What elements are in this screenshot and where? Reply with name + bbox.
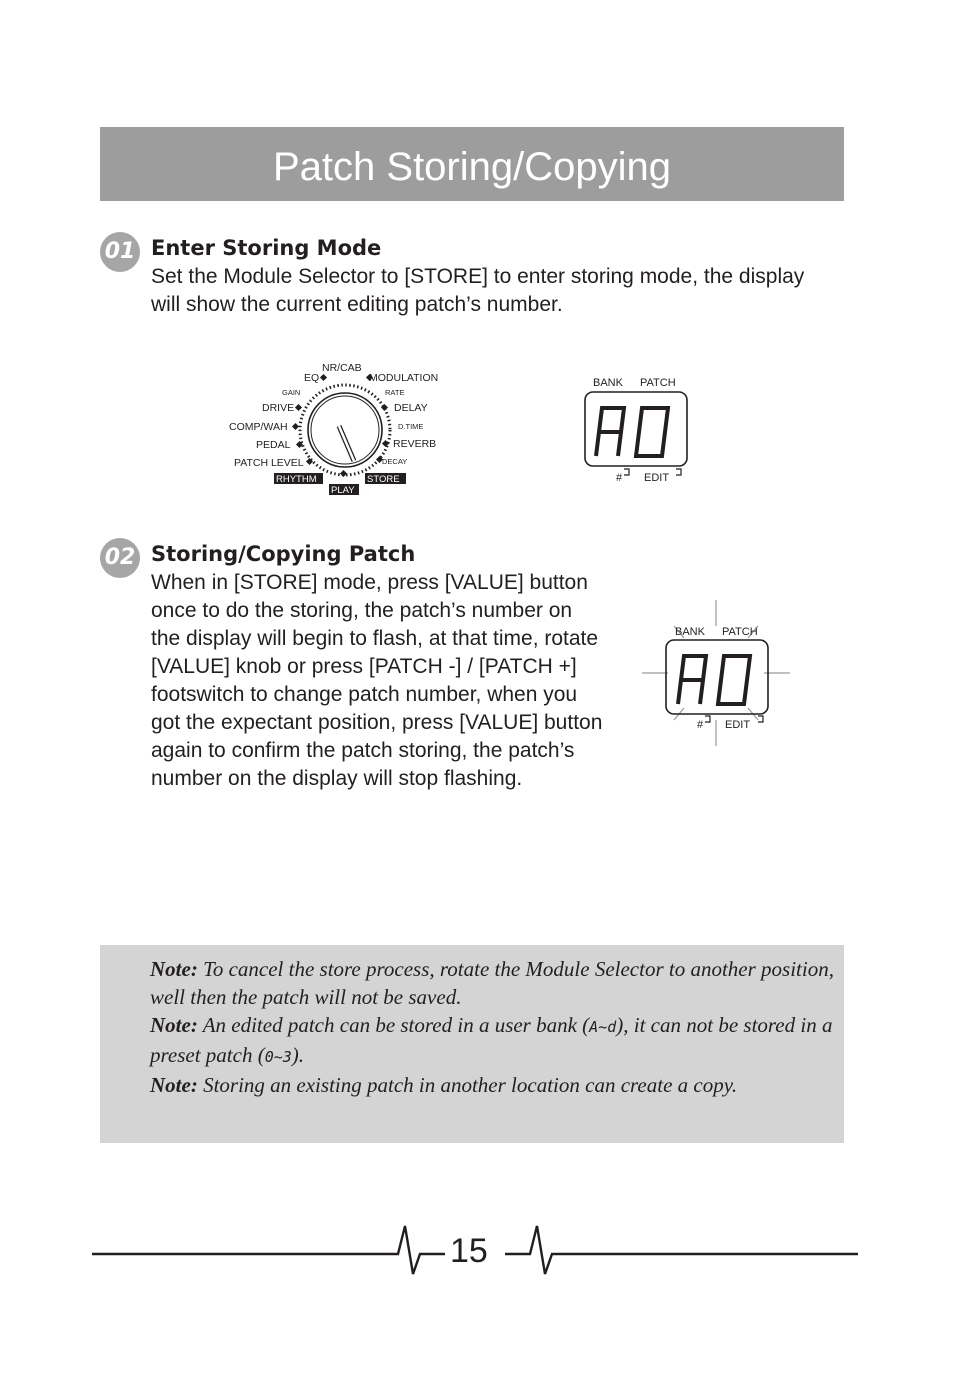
led-display-static	[580, 370, 695, 488]
selector-label-delay: DELAY	[394, 402, 428, 414]
display-edit-label: EDIT	[644, 472, 670, 484]
selector-label-decay: DECAY	[382, 457, 408, 466]
note-2-text-mid: ), it can not be stored in a preset patch (	[150, 1013, 833, 1067]
step-02-body: When in [STORE] mode, press [VALUE] button once to do the storing, the patch’s number on the display will begin to flash, at that time, rotate [VALUE] knob or press [PATCH -] / [PATCH +] footswitch to change patch number, when you got the expectant position, press [VALUE] button again to confirm the patch storing, the patch’s number on the display will stop flashing.	[151, 571, 603, 790]
title-bar	[100, 127, 844, 201]
selector-label-pedal: PEDAL	[256, 439, 291, 451]
display2-patch-label: PATCH	[722, 626, 758, 638]
selector-label-rate: RATE	[385, 388, 405, 397]
note-2-range-preset: 0~3	[264, 1048, 292, 1066]
note-3-text: Storing an existing patch in another location can create a copy.	[197, 1073, 738, 1097]
step-01-badge: 01	[100, 232, 140, 272]
page-number: 15	[450, 1232, 488, 1270]
selector-label-eq: EQ	[304, 372, 320, 384]
step-02-title: Storing/Copying Patch	[151, 542, 416, 566]
selector-label-gain: GAIN	[282, 388, 301, 397]
note-2	[150, 1011, 840, 1071]
note-1	[150, 955, 840, 1011]
page-title: Patch Storing/Copying	[272, 145, 671, 189]
selector-label-drive: DRIVE	[262, 402, 295, 414]
note-3	[150, 1071, 840, 1099]
note-box	[100, 945, 844, 1143]
step-01-title: Enter Storing Mode	[151, 236, 382, 260]
led-display-flashing	[638, 598, 793, 748]
selector-label-play: PLAY	[331, 485, 355, 496]
note-2-text-before: An edited patch can be stored in a user bank (	[197, 1013, 590, 1037]
selector-label-nrcab: NR/CAB	[322, 362, 362, 374]
seven-seg-digit-a	[596, 408, 624, 456]
display2-edit-label: EDIT	[725, 719, 751, 731]
note-text	[150, 955, 840, 1099]
display2-bank-label: BANK	[675, 626, 705, 638]
selector-label-patchlevel: PATCH LEVEL	[234, 457, 304, 469]
selector-label-dtime: D.TIME	[398, 422, 424, 431]
selector-label-reverb: REVERB	[393, 438, 437, 450]
seven-seg-digit-0	[636, 408, 668, 456]
note-2-label: Note:	[150, 1013, 198, 1037]
display-patch-label: PATCH	[640, 377, 676, 389]
step-01-body: Set the Module Selector to [STORE] to enter storing mode, the display will show the current editing patch’s number.	[151, 265, 805, 316]
note-3-label: Note:	[150, 1073, 198, 1097]
note-1-label: Note:	[150, 957, 198, 981]
display2-hash-label: #	[697, 719, 704, 731]
selector-label-compwah: COMP/WAH	[229, 421, 288, 433]
selector-label-modulation: MODULATION	[369, 372, 439, 384]
display-bank-label: BANK	[593, 377, 623, 389]
note-2-text-after: ).	[291, 1043, 305, 1067]
note-1-text: To cancel the store process, rotate the Module Selector to another position, well then the patch will not be saved.	[150, 957, 834, 1009]
selector-label-rhythm: RHYTHM	[276, 474, 317, 485]
module-selector-diagram	[225, 358, 455, 498]
step-02-badge: 02	[100, 538, 140, 578]
note-2-range-user: A~d	[589, 1018, 617, 1036]
selector-label-store: STORE	[367, 474, 400, 485]
display-hash-label: #	[616, 472, 623, 484]
